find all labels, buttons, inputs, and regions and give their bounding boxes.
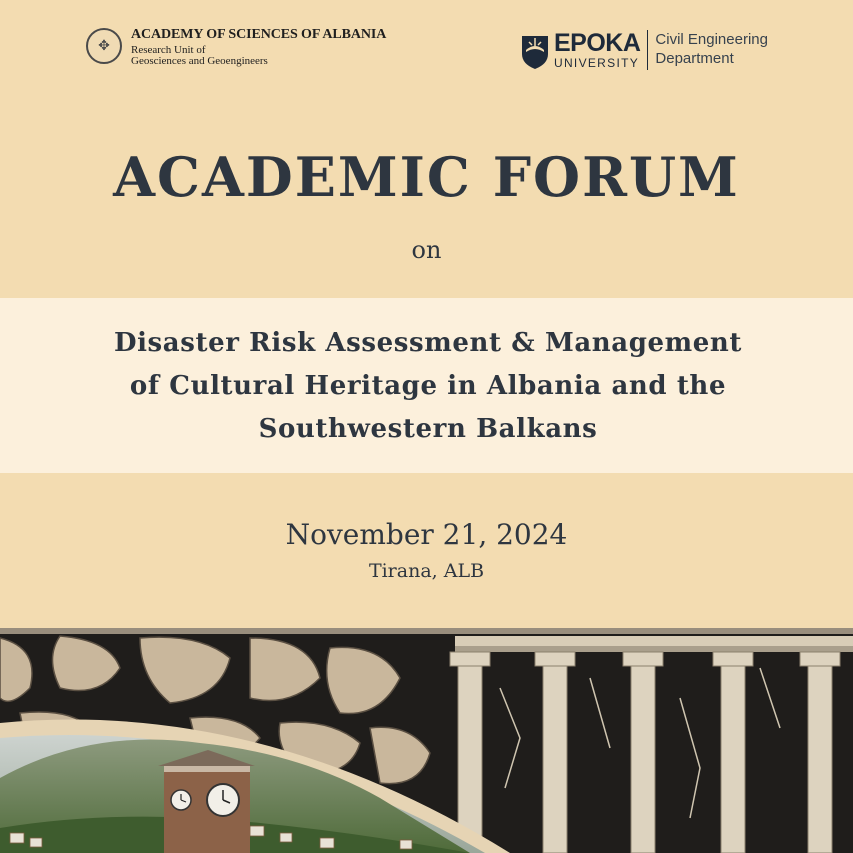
event-location: Tirana, ALB <box>368 560 485 582</box>
event-date: November 21, 2024 <box>285 518 568 551</box>
logo-divider <box>647 30 648 70</box>
title-connector: on <box>411 236 442 264</box>
academy-text <box>131 28 386 68</box>
academy-logo <box>86 28 386 68</box>
event-title: ACADEMIC FORUM <box>113 145 740 209</box>
epoka-wordmark <box>554 31 640 69</box>
epoka-logo <box>520 30 768 70</box>
header <box>0 0 853 110</box>
department-line1: Civil Engineering <box>655 31 768 49</box>
department-line2: Department <box>655 50 734 67</box>
epoka-name: EPOKA <box>554 29 641 57</box>
seal-icon: ✥ <box>86 28 122 64</box>
subtitle-line3: Southwestern Balkans <box>258 414 598 444</box>
clock-tower <box>158 750 255 853</box>
academy-unit-line1: Research Unit of <box>131 43 206 56</box>
epoka-shield-icon <box>520 30 550 70</box>
academy-unit-line2: Geosciences and Geoengineers <box>131 55 268 68</box>
academy-name: ACADEMY OF SCIENCES OF ALBANIA <box>131 27 387 42</box>
subtitle-line1: Disaster Risk Assessment & Management <box>113 328 743 358</box>
department-name <box>655 31 768 69</box>
heritage-artwork <box>0 628 853 853</box>
subtitle-line2: of Cultural Heritage in Albania and the <box>129 371 727 401</box>
epoka-university: UNIVERSITY <box>554 56 640 70</box>
event-subtitle <box>96 322 760 451</box>
